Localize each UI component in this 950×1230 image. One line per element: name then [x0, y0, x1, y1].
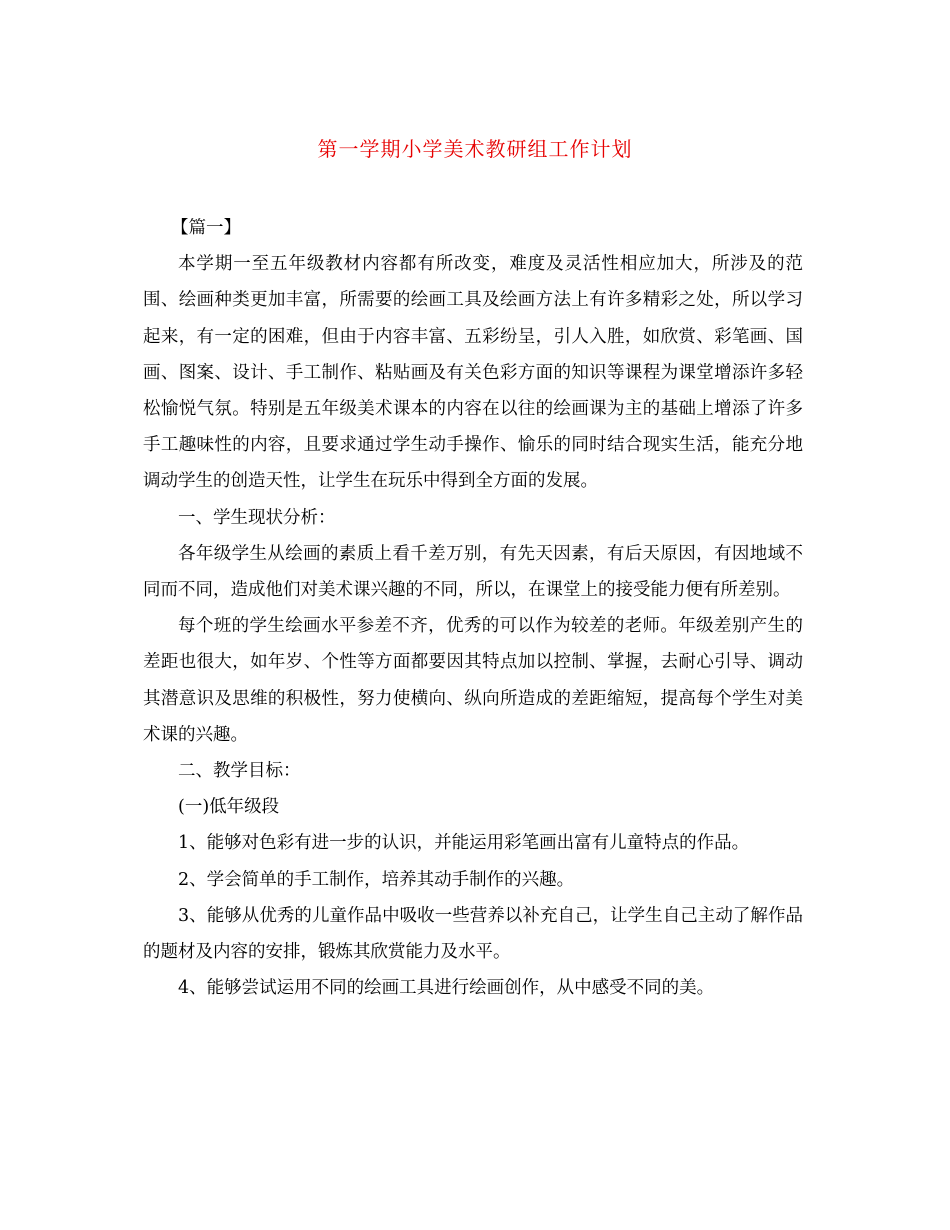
paragraph-class-levels: 每个班的学生绘画水平参差不齐，优秀的可以作为较差的老师。年级差别产生的差距也很大，如年岁、个性等方面都要因其特点加以控制、掌握，去耐心引导、调动其潜意识及思维的积极性，努力使横向、纵向所造成的差距缩短，提高每个学生对美术课的兴趣。: [143, 616, 803, 745]
goal-item-1: 1、能够对色彩有进一步的认识，并能运用彩笔画出富有儿童特点的作品。: [178, 833, 750, 854]
goal-item-2: 2、学会简单的手工制作，培养其动手制作的兴趣。: [178, 869, 575, 890]
section-label: 【篇一】: [171, 218, 241, 238]
heading-teaching-goals: 二、教学目标：: [178, 761, 301, 782]
paragraph-student-differences: 各年级学生从绘画的素质上看千差万别，有先天因素，有后天原因，有因地域不同而不同，造成他们对美术课兴趣的不同，所以，在课堂上的接受能力便有所差别。: [143, 543, 803, 601]
goal-item-3: 3、能够从优秀的儿童作品中吸收一些营养以补充自己，让学生自己主动了解作品的题材及内容的安排，锻炼其欣赏能力及水平。: [143, 905, 803, 963]
goal-item-4: 4、能够尝试运用不同的绘画工具进行绘画创作，从中感受不同的美。: [178, 978, 715, 999]
intro-paragraph: 本学期一至五年级教材内容都有所改变，难度及灵活性相应加大，所涉及的范围、绘画种类更加丰富，所需要的绘画工具及绘画方法上有许多精彩之处，所以学习起来，有一定的困难，但由于内容丰富、五彩纷呈，引人入胜，如欣赏、彩笔画、国画、图案、设计、手工制作、粘贴画及有关色彩方面的知识等课程为课堂增添许多轻松愉悦气氛。特别是五年级美术课本的内容在以往的绘画课为主的基础上增添了许多手工趣味性的内容，且要求通过学生动手操作、愉乐的同时结合现实生活，能充分地调动学生的创造天性，让学生在玩乐中得到全方面的发展。: [143, 254, 803, 492]
document-body: [143, 210, 803, 1006]
document-title: 第一学期小学美术教研组工作计划: [317, 137, 633, 161]
subheading-lower-grades: (一)低年级段: [178, 797, 280, 818]
heading-student-analysis: 一、学生现状分析：: [178, 507, 336, 528]
